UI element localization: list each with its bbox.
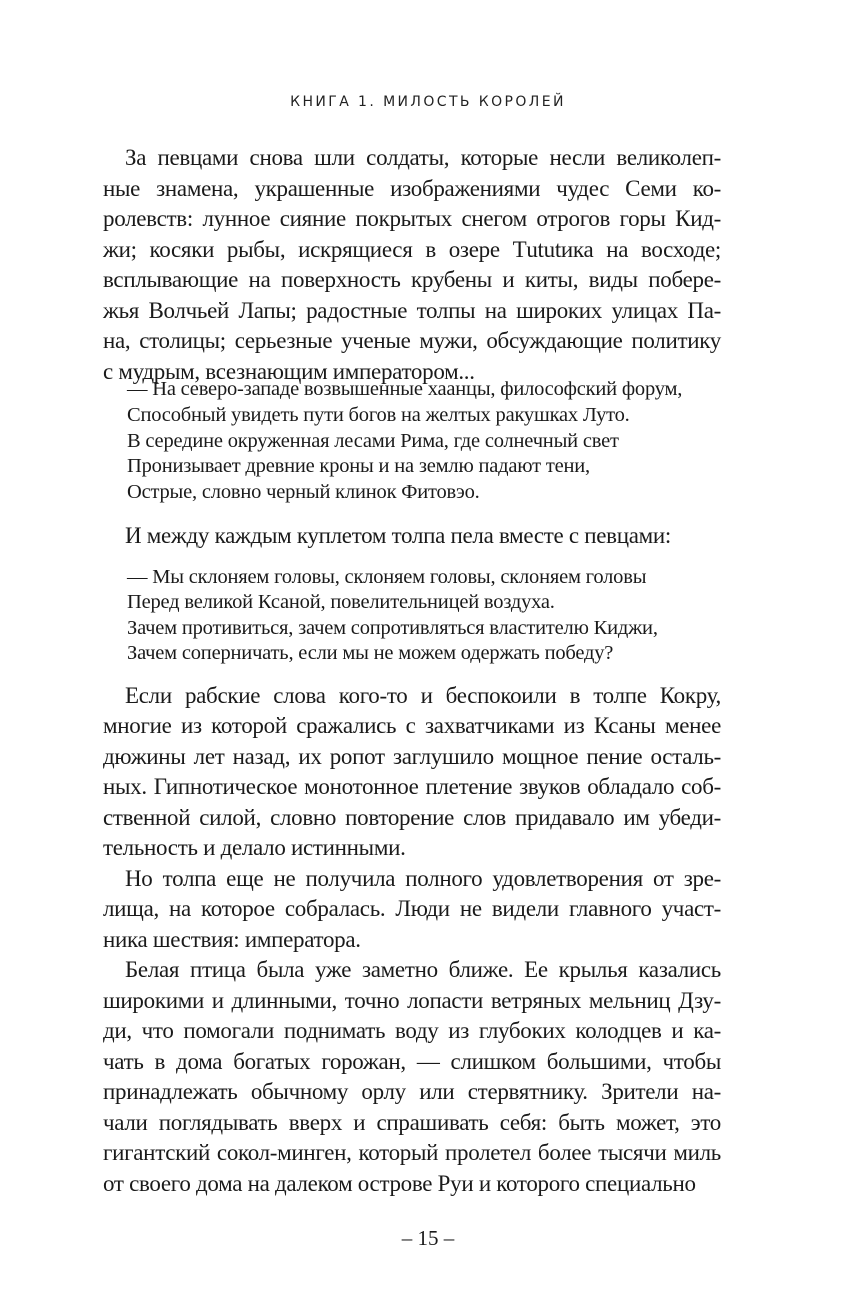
text-line: чать в дома богатых горожан, — слишком большими, чтобы — [103, 1049, 721, 1074]
text-line: ника шествия: императора. — [103, 927, 361, 952]
text-line: ди, что помогали поднимать воду из глубоких колодцев и ка- — [103, 1018, 721, 1043]
text-line: с мудрым, всезнающим императором... — [103, 359, 475, 384]
text-line: И между каждым куплетом толпа пела вместе с певцами: — [125, 523, 671, 548]
text-line: Но толпа еще не получила полного удовлетворения от зре- — [125, 866, 721, 891]
text-line: За певцами снова шли солдаты, которые несли великолеп- — [125, 145, 721, 170]
text-line: ные знамена, украшенные изображениями чудес Семи ко- — [103, 176, 721, 201]
text-line: жья Волчьей Лапы; радостные толпы на широких улицах Па- — [103, 298, 721, 323]
verse-line: Острые, словно черный клинок Фитовэо. — [127, 481, 480, 503]
text-line: лища, на которое собралась. Люди не видели главного участ- — [103, 896, 721, 921]
text-line: тельность и делало истинными. — [103, 835, 406, 860]
text-line: Белая птица была уже заметно ближе. Ее крылья казались — [125, 957, 721, 982]
running-header: КНИГА 1. МИЛОСТЬ КОРОЛЕЙ — [290, 94, 566, 110]
text-line: принадлежать обычному орлу или стервятнику. Зрители на- — [103, 1079, 721, 1104]
verse-line: Пронизывает древние кроны и на землю падают тени, — [127, 455, 590, 477]
text-line: ных. Гипнотическое монотонное плетение звуков обладало соб- — [103, 774, 721, 799]
text-line: от своего дома на далеком острове Руи и которого специально — [103, 1171, 696, 1196]
verse-line: Способный увидеть пути богов на желтых ракушках Луто. — [127, 404, 630, 426]
text-line: ственной силой, словно повторение слов придавало им убеди- — [103, 805, 721, 830]
text-line: Если рабские слова кого-то и беспокоили в толпе Кокру, — [125, 683, 721, 708]
verse-line: Зачем противиться, зачем сопротивляться властителю Киджи, — [127, 617, 658, 639]
text-line: всплывающие на поверхность крубены и киты, виды побере- — [103, 267, 721, 292]
text-line: дюжины лет назад, их ропот заглушило мощное пение осталь- — [103, 744, 721, 769]
text-line: на, столицы; серьезные ученые мужи, обсуждающие политику — [103, 328, 721, 353]
text-line: многие из которой сражались с захватчиками из Ксаны менее — [103, 713, 721, 738]
text-line: жи; косяки рыбы, искрящиеся в озере Тututика на восходе; — [103, 237, 721, 262]
text-line: гигантский сокол-минген, который пролетел более тысячи миль — [103, 1140, 721, 1165]
text-line: ролевств: лунное сияние покрытых снегом отрогов горы Кид- — [103, 206, 721, 231]
text-line: чали поглядывать вверх и спрашивать себя: быть может, это — [103, 1110, 721, 1135]
text-line: широкими и длинными, точно лопасти ветряных мельниц Дзу- — [103, 988, 721, 1013]
page-number: – 15 – — [401, 1226, 455, 1250]
verse-line: — Мы склоняем головы, склоняем головы, склоняем головы — [127, 566, 647, 588]
verse-line: В середине окруженная лесами Рима, где солнечный свет — [127, 430, 619, 452]
verse-line: Зачем соперничать, если мы не можем одержать победу? — [127, 642, 614, 664]
verse-line: Перед великой Ксаной, повелительницей воздуха. — [127, 591, 555, 613]
verse-line: — На северо-западе возвышенные хаанцы, философский форум, — [127, 378, 683, 400]
